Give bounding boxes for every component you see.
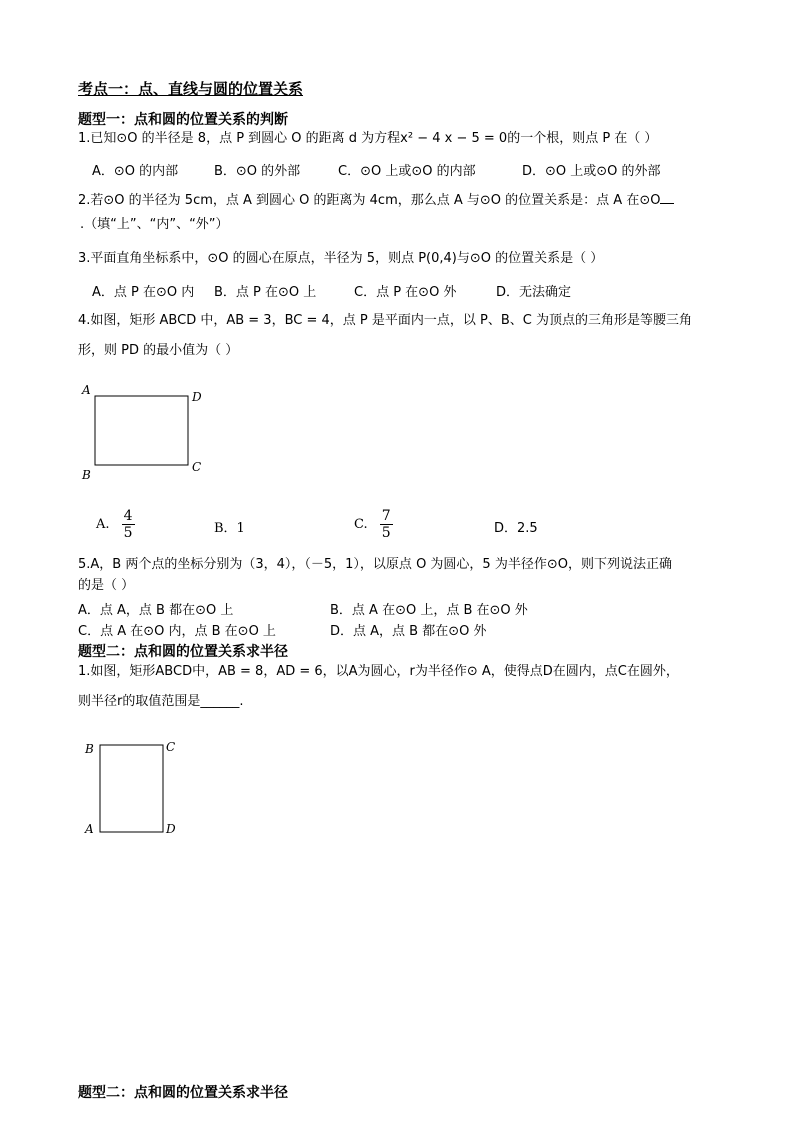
q5-stem-cont: 的是（ ） — [78, 578, 135, 593]
q4-option-a-numerator: 4 — [123, 508, 133, 524]
q5-option-a: A．点 A，点 B 都在⊙O 上 — [78, 603, 234, 618]
q5-stem: 5.A，B 两个点的坐标分别为（3，4），（－5，1），以原点 O 为圆心，5 为半径作⊙O，则下列说法正确 — [78, 557, 672, 572]
q4-rectangle-figure — [78, 380, 218, 485]
q4-option-b: B．1 — [214, 521, 245, 536]
q4-option-a-denominator: 5 — [123, 525, 133, 541]
q1-option-a: A．⊙O 的内部 — [92, 164, 179, 179]
q2-stem — [78, 191, 674, 209]
q4-option-a-prefix: A. — [96, 517, 110, 532]
q4-option-c-prefix: C. — [354, 517, 368, 532]
q4-option-a-fraction — [122, 508, 135, 541]
s2-label-b: B — [85, 742, 94, 756]
q4-option-c — [354, 508, 393, 541]
q2-stem-text: 2.若⊙O 的半径为 5cm，点 A 到圆心 O 的距离为 4cm，那么点 A 与⊙O 的位置关系是：点 A 在⊙O — [78, 193, 661, 208]
page-heading: 考点一：点、直线与圆的位置关系 — [78, 80, 304, 98]
section3-title: 题型二：点和圆的位置关系求半径 — [78, 1085, 288, 1101]
q4-stem: 4.如图，矩形 ABCD 中，AB = 3，BC = 4，点 P 是平面内一点，以 P、B、C 为顶点的三角形是等腰三角 — [78, 313, 692, 328]
q4-label-a: A — [82, 383, 91, 397]
section1-title: 题型一：点和圆的位置关系的判断 — [78, 112, 288, 128]
section2-title: 题型二：点和圆的位置关系求半径 — [78, 644, 288, 660]
s2-q1-stem: 1.如图，矩形ABCD中，AB = 8，AD = 6，以A为圆心，r为半径作⊙ A，使得点D在圆内，点C在圆外， — [78, 664, 679, 679]
q4-option-a — [96, 508, 135, 541]
q4-stem-cont: 形，则 PD 的最小值为（ ） — [78, 343, 239, 358]
q1-option-d: D．⊙O 上或⊙O 的外部 — [522, 164, 661, 179]
q3-option-c: C．点 P 在⊙O 外 — [354, 285, 457, 300]
s2-q1-stem-cont: 则半径r的取值范围是______. — [78, 694, 244, 709]
q4-option-c-fraction — [380, 508, 393, 541]
q4-label-c: C — [192, 460, 202, 474]
q2-blank — [660, 191, 674, 204]
s2-rectangle — [100, 745, 163, 832]
q4-label-d: D — [192, 390, 202, 404]
q5-option-b: B．点 A 在⊙O 上，点 B 在⊙O 外 — [330, 603, 528, 618]
q3-option-b: B．点 P 在⊙O 上 — [214, 285, 317, 300]
q3-option-d: D．无法确定 — [496, 285, 572, 300]
q4-rectangle — [95, 396, 188, 465]
q1-stem: 1.已知⊙O 的半径是 8，点 P 到圆心 O 的距离 d 为方程x² − 4 x − 5 = 0的一个根，则点 P 在（ ） — [78, 131, 658, 146]
q4-option-c-denominator: 5 — [381, 525, 391, 541]
q5-option-d: D．点 A，点 B 都在⊙O 外 — [330, 624, 487, 639]
q3-stem: 3.平面直角坐标系中，⊙O 的圆心在原点，半径为 5，则点 P(0,4)与⊙O 的位置关系是（ ） — [78, 251, 604, 266]
q4-option-d: D．2.5 — [494, 521, 538, 536]
s2-label-a: A — [85, 822, 94, 836]
s2-label-c: C — [166, 740, 176, 754]
q1-option-c: C．⊙O 上或⊙O 的内部 — [338, 164, 476, 179]
q4-label-b: B — [82, 468, 91, 482]
q5-option-c: C．点 A 在⊙O 内，点 B 在⊙O 上 — [78, 624, 276, 639]
s2-label-d: D — [166, 822, 176, 836]
q4-option-c-numerator: 7 — [381, 508, 391, 524]
q3-option-a: A．点 P 在⊙O 内 — [92, 285, 195, 300]
q2-stem-cont: .（填“上”、“内”、“外”） — [80, 217, 229, 232]
s2-rectangle-figure — [78, 735, 198, 840]
q1-option-b: B．⊙O 的外部 — [214, 164, 301, 179]
